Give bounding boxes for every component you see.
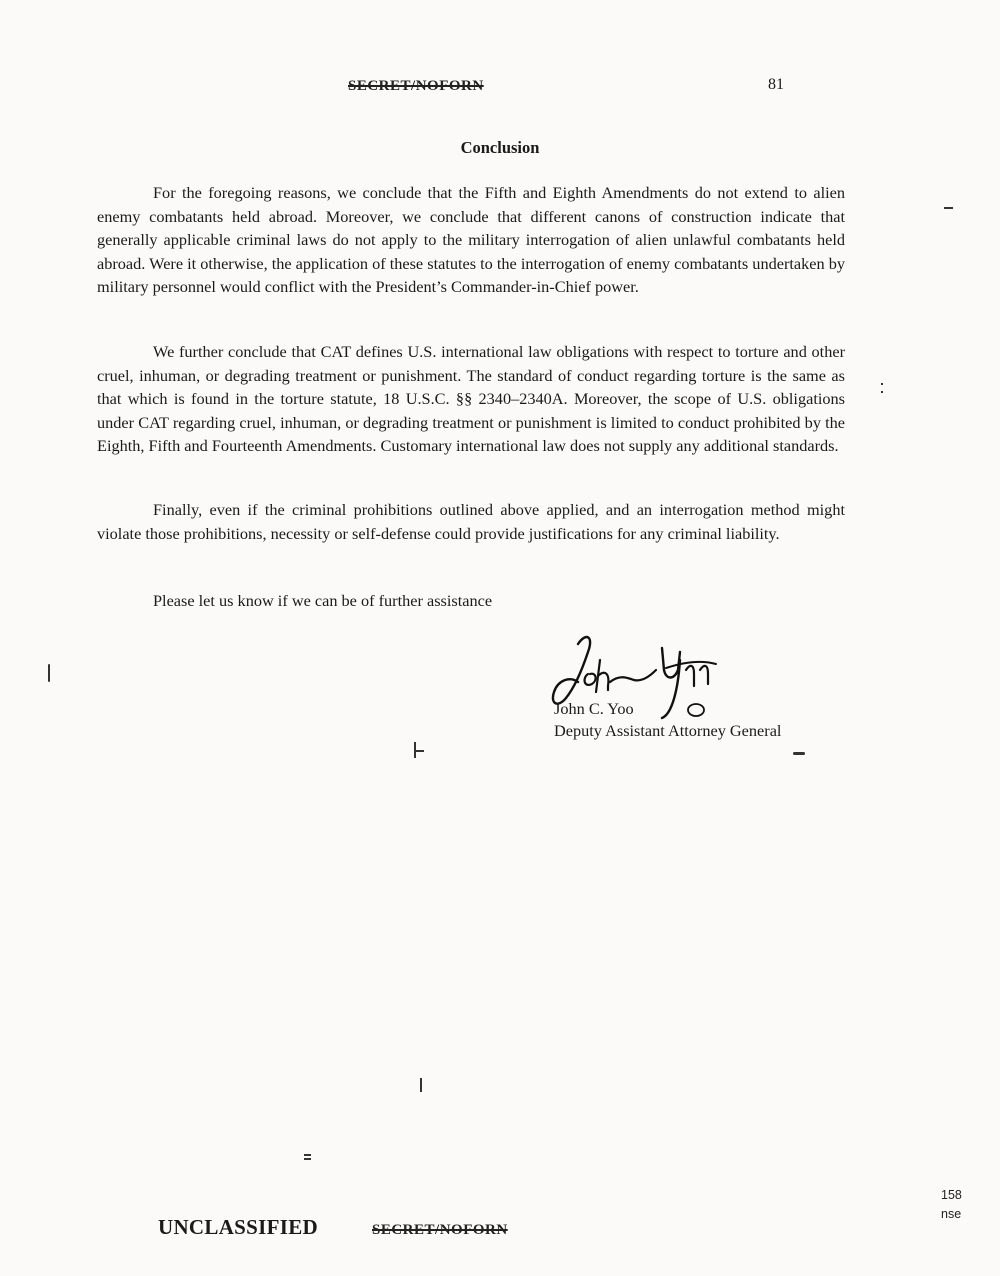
footer-classification-marking: SECRET/NOFORN (372, 1222, 508, 1238)
scan-mark (881, 391, 883, 393)
page-number: 81 (768, 76, 784, 93)
scan-mark (304, 1154, 311, 1156)
signatory-title: Deputy Assistant Attorney General (554, 721, 782, 740)
scan-mark (944, 207, 953, 209)
margin-text-fragment (941, 1186, 962, 1224)
signatory-name: John C. Yoo (554, 699, 634, 718)
paragraph-3: Finally, even if the criminal prohibitions outlined above applied, and an interrogation method might violate those prohibitions, necessity or self-defense could provide justifications for any criminal liability. (97, 500, 845, 543)
paragraph-1: For the foregoing reasons, we conclude that the Fifth and Eighth Amendments do not extend to alien enemy combatants held abroad. Moreover, we conclude that different canons of construction indicate that generally applicable criminal laws do not apply to the military interrogation of alien unlawful combatants held abroad. Were it otherwise, the application of these statutes to the interrogation of enemy combatants undertaken by military personnel would conflict with the President’s Commander-in-Chief power. (97, 183, 845, 296)
unclassified-marking: UNCLASSIFIED (158, 1215, 318, 1239)
scan-mark (48, 664, 50, 682)
paragraph-2: We further conclude that CAT defines U.S. international law obligations with respect to torture and other cruel, inhuman, or degrading treatment or punishment. The standard of conduct regarding torture is the same as that which is found in the torture statute, 18 U.S.C. §§ 2340–2340A. Moreover, the scope of U.S. obligations under CAT regarding cruel, inhuman, or degrading treatment or punishment is limited to conduct prohibited by the Eighth, Fifth and Fourteenth Amendments. Customary international law does not supply any additional standards. (97, 342, 845, 455)
header-classification-marking: SECRET/NOFORN (348, 78, 484, 94)
margin-fragment-line-1: 158 (941, 1188, 962, 1202)
margin-fragment-line-2: nse (941, 1207, 962, 1221)
scan-mark (420, 1078, 422, 1092)
paragraph-4: Please let us know if we can be of further assistance (153, 591, 493, 610)
scan-mark (793, 752, 805, 755)
scan-mark (304, 1158, 311, 1160)
scan-mark (416, 750, 424, 752)
scan-mark (881, 383, 883, 385)
section-heading: Conclusion (460, 138, 540, 157)
